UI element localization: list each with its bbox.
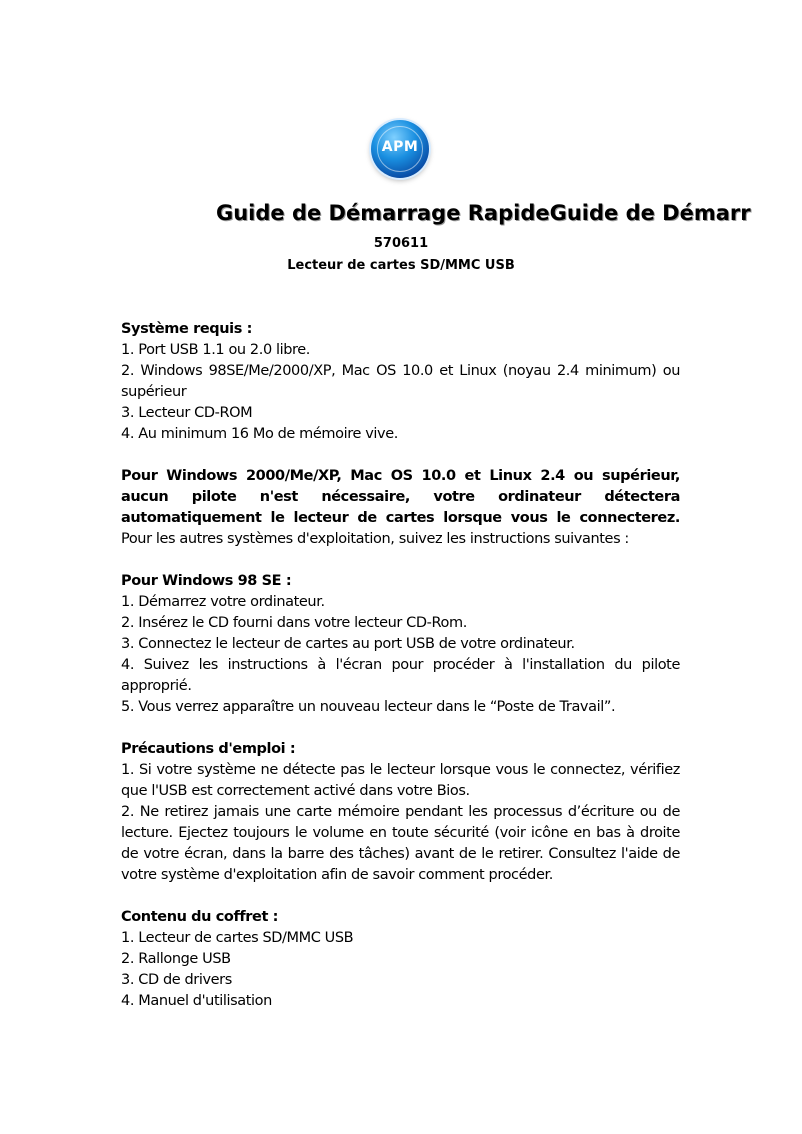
win98-step: 2. Insérez le CD fourni dans votre lecteur CD-Rom. [121, 615, 467, 631]
spacer [121, 550, 680, 571]
contents-item: 1. Lecteur de cartes SD/MMC USB [121, 930, 354, 946]
contents-item: 4. Manuel d'utilisation [121, 993, 272, 1009]
precautions-title: Précautions d'emploi : [121, 741, 296, 757]
apm-logo [371, 120, 429, 178]
win98-step: 3. Connectez le lecteur de cartes au port USB de votre ordinateur. [121, 636, 575, 652]
document-body [121, 319, 680, 1012]
win98-step: 4. Suivez les instructions à l'écran pour procéder à l'installation du pilote approprié. [121, 657, 680, 694]
precautions-item: 1. Si votre système ne détecte pas le lecteur lorsque vous le connectez, vérifiez que l'USB est correctement activé dans votre Bios. [121, 762, 680, 799]
contents-title: Contenu du coffret : [121, 909, 279, 925]
product-name: Lecteur de cartes SD/MMC USB [287, 258, 515, 273]
driver-note-normal: Pour les autres systèmes d'exploitation, suivez les instructions suivantes : [121, 531, 629, 547]
spacer [121, 718, 680, 739]
spacer [121, 886, 680, 907]
contents-item: 3. CD de drivers [121, 972, 232, 988]
requirements-item: 4. Au minimum 16 Mo de mémoire vive. [121, 426, 398, 442]
spacer [121, 445, 680, 466]
precautions-item: 2. Ne retirez jamais une carte mémoire pendant les processus d’écriture ou de lecture. Ejectez toujours le volume en toute sécurité (voir icône en bas à droite de votre écran, dans la barre des tâches) avant de le retirer. Consultez l'aide de votre système d'exploitation afin de savoir comment procéder. [121, 804, 680, 883]
driver-note-bold: Pour Windows 2000/Me/XP, Mac OS 10.0 et Linux 2.4 ou supérieur, aucun pilote n'est nécessaire, votre ordinateur détectera automatiquement le lecteur de cartes lorsque vous le connecterez. [121, 468, 680, 526]
requirements-item: 1. Port USB 1.1 ou 2.0 libre. [121, 342, 311, 358]
driver-note [121, 466, 680, 550]
requirements-title: Système requis : [121, 321, 253, 337]
page-title: Guide de Démarrage RapideGuide de Démarr [216, 201, 751, 225]
logo-text: APM [381, 139, 419, 155]
win98-step: 1. Démarrez votre ordinateur. [121, 594, 325, 610]
win98-step: 5. Vous verrez apparaître un nouveau lecteur dans le “Poste de Travail”. [121, 699, 616, 715]
win98-title: Pour Windows 98 SE : [121, 573, 292, 589]
contents-item: 2. Rallonge USB [121, 951, 231, 967]
requirements-item: 3. Lecteur CD-ROM [121, 405, 253, 421]
product-code: 570611 [373, 236, 429, 251]
requirements-item: 2. Windows 98SE/Me/2000/XP, Mac OS 10.0 et Linux (noyau 2.4 minimum) ou supérieur [121, 363, 680, 400]
